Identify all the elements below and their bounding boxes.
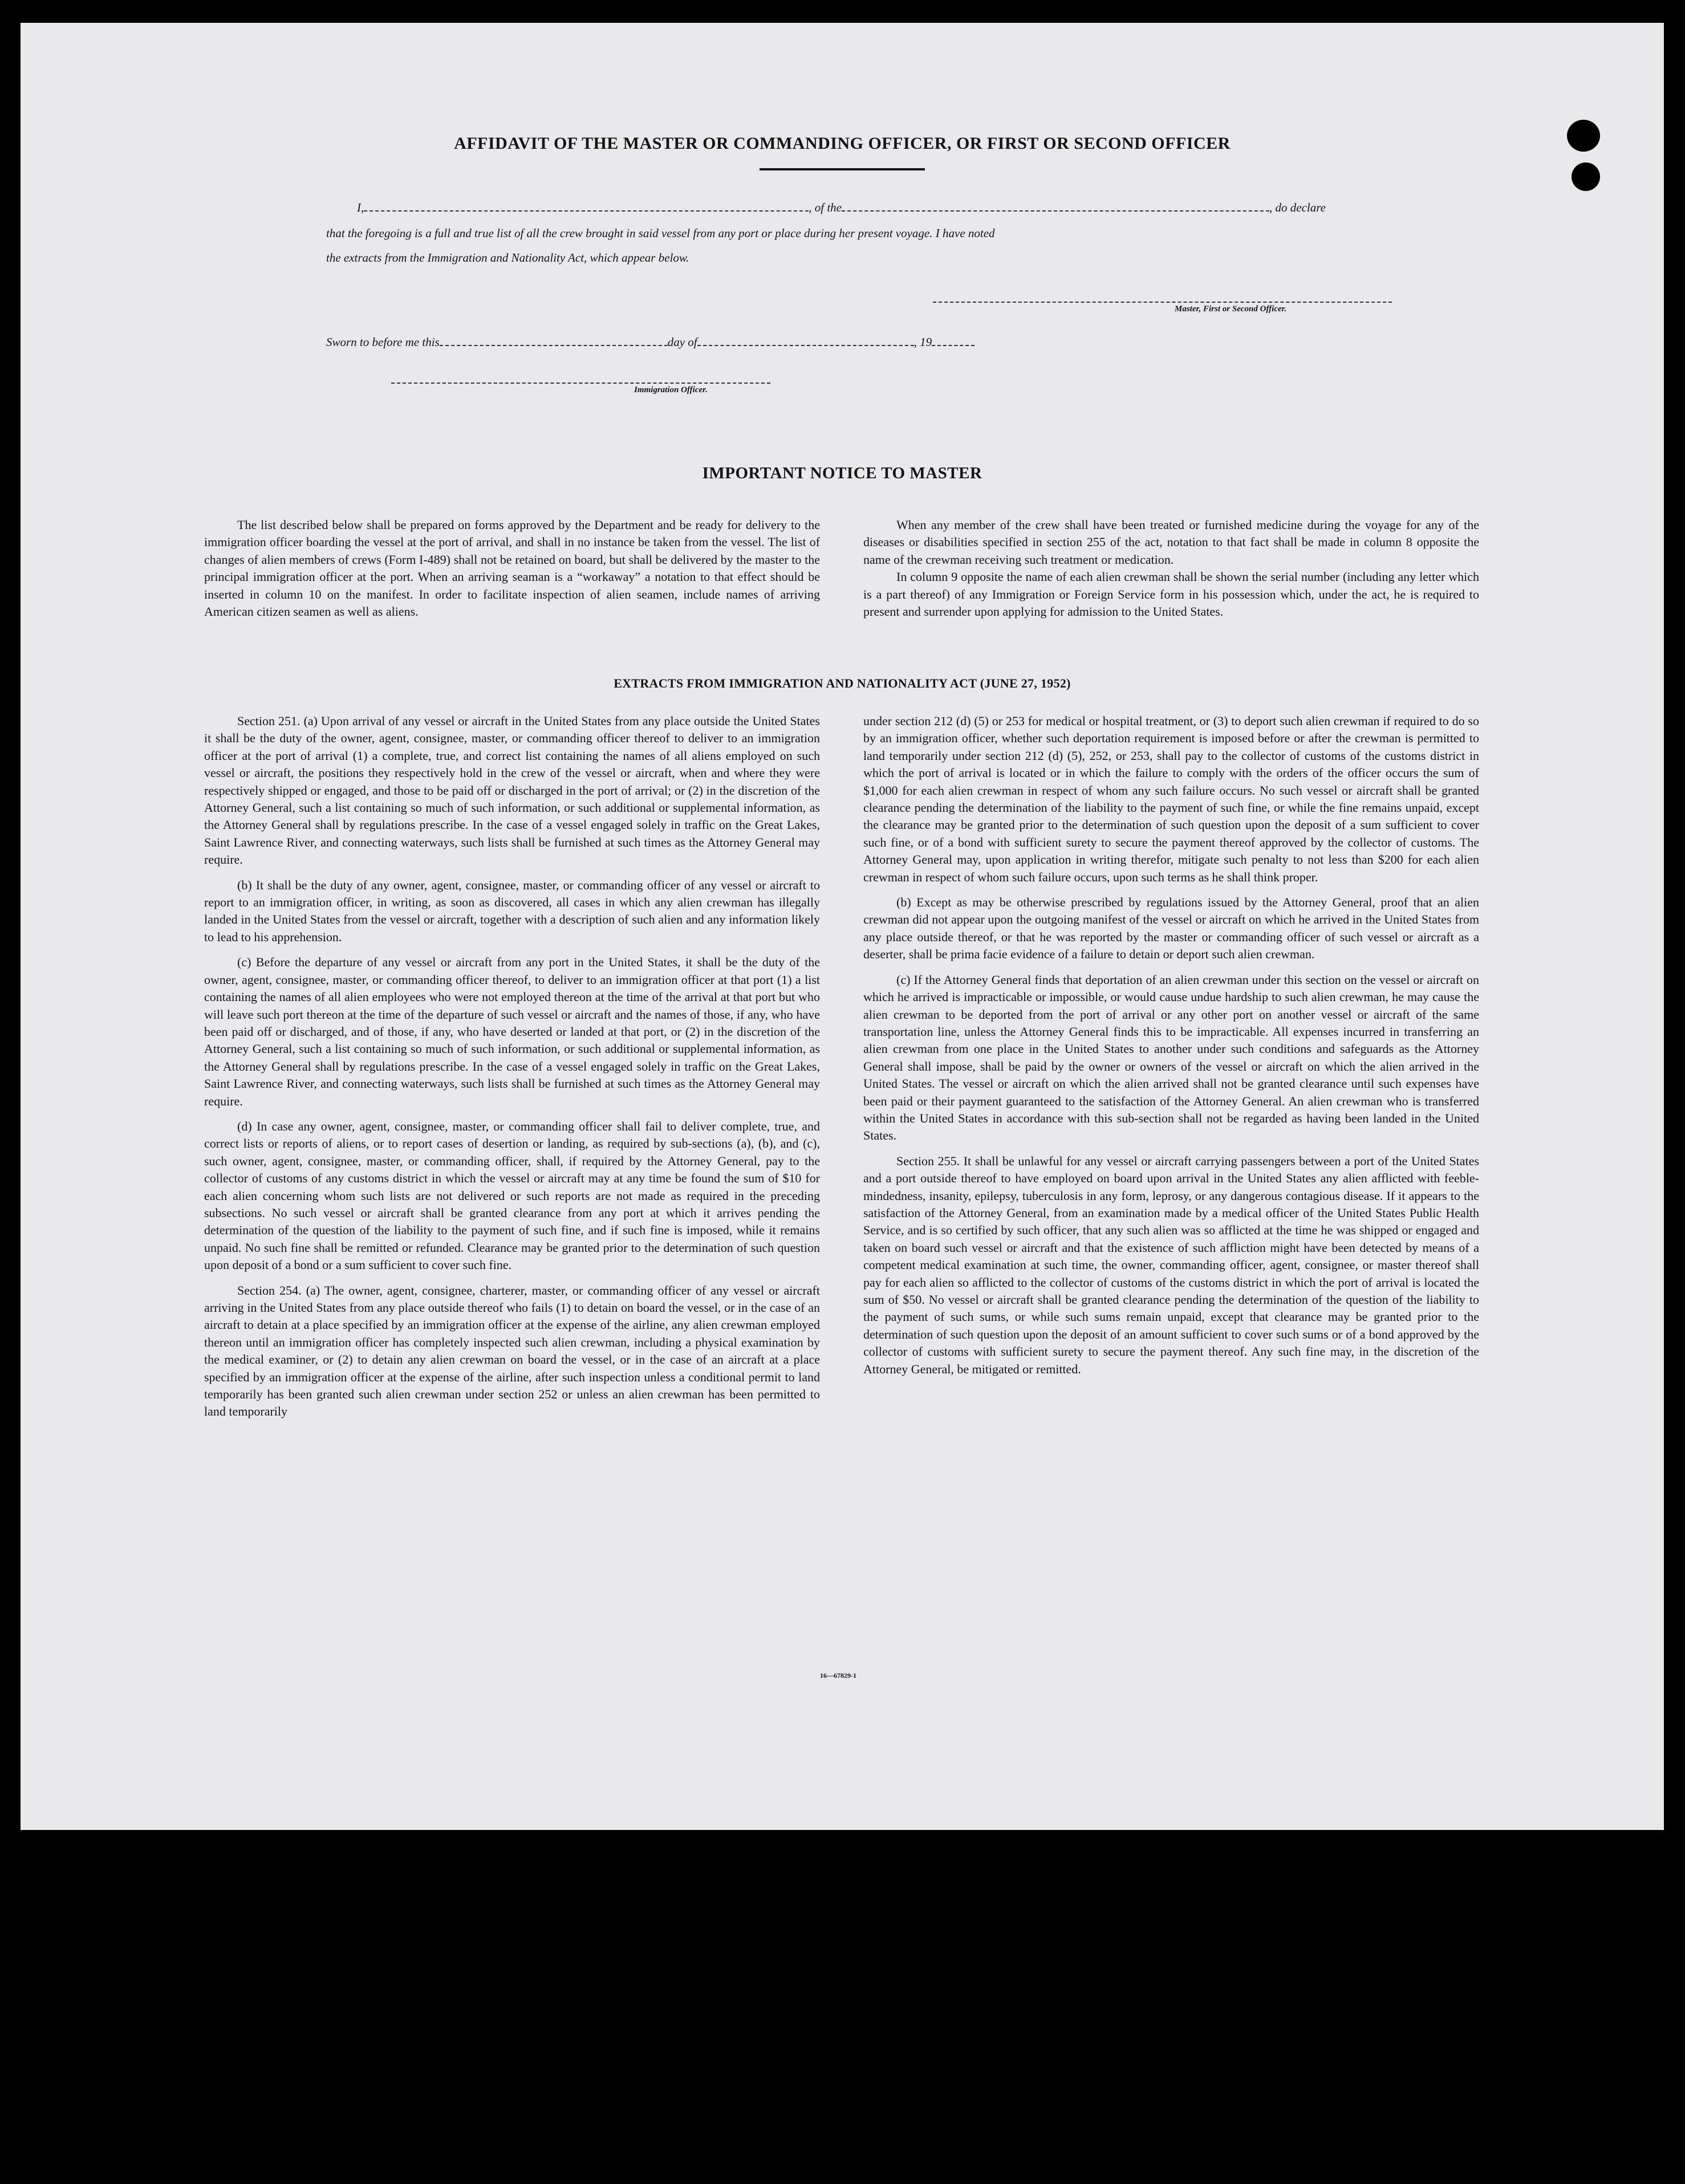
title-underline <box>760 168 925 170</box>
master-signature-line[interactable] <box>933 301 1392 303</box>
section-251-d: (d) In case any owner, agent, consignee, master, or commanding officer shall fail to deliver complete, true, and correct lists or reports of aliens, or to report cases of desertion or landing, as required by sub-sections (a), (b), and (c), such owner, agent, consignee, master, or commanding officer, shall, if required by the Attorney General, pay to the collector of customs of any customs district in which the vessel or aircraft may at any time be found the sum of $10 for each alien concerning whom such lists are not delivered or such reports are not made as required in the preceding subsections. No such vessel or aircraft shall be granted clearance from any port at which it arrives pending the determination of the question of the liability to the payment of such fine, and if such fine is imposed, while it remains unpaid. No such fine shall be remitted or refunded. Clearance may be granted prior to the determination of such question upon deposit of a bond or a sum sufficient to cover such fine. <box>204 1119 820 1272</box>
extracts-right-column <box>863 713 1479 1378</box>
day-of-label: day of <box>667 335 697 349</box>
section-251-b: (b) It shall be the duty of any owner, agent, consignee, master, or commanding officer of any vessel or aircraft to report to an immigration officer, in writing, as soon as discovered, all cases in which any alien crewman has illegally landed in the United States from the vessel or aircraft, together with a description of such alien and any information likely to lead to his apprehension. <box>204 877 820 944</box>
notice-title: IMPORTANT NOTICE TO MASTER <box>702 464 982 482</box>
month-blank[interactable] <box>697 344 914 346</box>
section-254-a: Section 254. (a) The owner, agent, consignee, charterer, master, or commanding officer of any vessel or aircraft arriving in the United States from any place outside thereof who fails (1) to detain on board the vessel, or in the case of an aircraft to detain at a place specified by an immigration officer at the expense of the airline, any alien crewman employed thereon until an immigration officer has completely inspected such alien crewman, including a physical examination by the medical examiner, or (2) to detain any alien crewman on board the vessel, or in the case of an aircraft at a place specified by an immigration officer at the expense of the airline, after such inspection unless a conditional permit to land temporarily has been granted such alien crewman under section 252 or unless an alien crewman has been permitted to land temporarily <box>204 1283 820 1419</box>
section-251-c: (c) Before the departure of any vessel or aircraft from any port in the United States, it shall be the duty of the owner, agent, consignee, master, or commanding officer thereof, to deliver to an immigration officer at that port (1) a list containing the names of all alien employees who were not employed thereon at the time of the arrival at that port but who will leave such port thereon at the time of the departure of such vessel or aircraft and the names of those, if any, who have been paid off or discharged, and of those, if any, who have deserted or landed at that port, or (2) in the discretion of the Attorney General, such a list containing so much of such information, or such additional or supplemental information, as the Attorney General shall by regulations prescribe. In the case of a vessel engaged solely in traffic on the Great Lakes, Saint Lawrence River, and connecting waterways, such lists shall be furnished at such times as the Attorney General may require. <box>204 955 820 1108</box>
section-255: Section 255. It shall be unlawful for any vessel or aircraft carrying passengers between a port of the United States and a port outside thereof to have employed on board upon arrival in the United States any alien afflicted with feeble-mindedness, insanity, epilepsy, tuberculosis in any form, leprosy, or any dangerous contagious disease. If it appears to the satisfaction of the Attorney General, from an examination made by a medical officer of the United States Public Health Service, and is so certified by such officer, that any such alien was so afflicted at the time he was shipped or engaged and taken on board such vessel or aircraft and that the existence of such affliction might have been detected by means of a competent medical examination at such time, the owner, commanding officer, agent, consignee, or master thereof shall pay for each alien so afflicted to the collector of customs of the customs district in which the port of arrival is located the sum of $50. No vessel or aircraft shall be granted clearance pending the determination of the question of the liability to the payment of such sums, or while such sums remain unpaid, except that clearance may be granted prior to the determination of such question upon the deposit of an amount sufficient to cover such sums or of a bond approved by the collector of customs with sufficient surety to secure the payment thereof. Any such fine may, in the discretion of the Attorney General, be mitigated or remitted. <box>863 1153 1479 1376</box>
section-254-a-continued: under section 212 (d) (5) or 253 for medical or hospital treatment, or (3) to deport such alien crewman if required to do so by an immigration officer, whether such deportation requirement is imposed before or after the crewman is permitted to land temporarily under section 212 (d) (5), 252, or 253, shall pay to the collector of customs of the customs district in which the port of arrival is located or in which the failure to comply with the orders of the officer occurs the sum of $1,000 for each alien crewman in respect of whom any such failure occurs. No such vessel or aircraft shall be granted clearance pending the determination of the liability to the payment of such fine, or while the fine remains unpaid, except the clearance may be granted prior to the determination of such question upon the deposit of a sum sufficient to cover such fine, or of a bond with sufficient surety to secure the payment thereof approved by the collector of customs. The Attorney General may, upon application in writing therefor, mitigate such penalty to not less than $200 for each alien crewman in respect of whom such failure occurs, upon such terms as he shall think proper. <box>863 714 1479 884</box>
of-the-label: , of the <box>809 201 842 214</box>
notice-right-column <box>863 516 1479 620</box>
extracts-title: EXTRACTS FROM IMMIGRATION AND NATIONALITY ACT (JUNE 27, 1952) <box>614 676 1071 690</box>
form-code: 16—67829-1 <box>820 1671 856 1679</box>
officer-caption: Immigration Officer. <box>634 385 708 394</box>
sworn-label: Sworn to before me this <box>326 335 440 349</box>
year-label: , 19 <box>913 335 932 349</box>
year-blank[interactable] <box>932 344 975 346</box>
section-254-c: (c) If the Attorney General finds that deportation of an alien crewman under this section on the vessel or aircraft on which he arrived is impracticable or impossible, or would cause undue hardship to such alien crewman, he may cause the alien crewman to be deported from the port of arrival or any other port on another vessel or aircraft of the same transportation line, unless the Attorney General finds this to be impracticable. All expenses incurred in transferring an alien crewman from one place in the United States to another under such conditions and safeguards as the Attorney General shall impose, shall be paid by the owner or owners of the vessel or aircraft on which the alien arrived in the United States. The vessel or aircraft on which the alien arrived shall not be granted clearance until such expenses have been paid or their payment guaranteed to the satisfaction of the Attorney General. An alien crewman who is transferred within the United States in accordance with this sub-section shall not be regarded as having been landed in the United States. <box>863 972 1479 1143</box>
i-label: I, <box>357 201 364 214</box>
affidavit-title: AFFIDAVIT OF THE MASTER OR COMMANDING OFFICER, OR FIRST OR SECOND OFFICER <box>454 134 1231 153</box>
vessel-blank[interactable] <box>842 210 1269 212</box>
punch-hole-bottom <box>1572 162 1600 191</box>
declaration-line-2: that the foregoing is a full and true list of all the crew brought in said vessel from any port or place during her present voyage. I have noted <box>326 226 995 240</box>
notice-right-paragraph-2: In column 9 opposite the name of each alien crewman shall be shown the serial number (including any letter which is a part thereof) of any Immigration or Foreign Service form in his possession which, under the act, he is required to present and surrender upon applying for admission to the United States. <box>863 570 1479 619</box>
declaration-line-1 <box>357 201 1400 215</box>
section-251-a: Section 251. (a) Upon arrival of any vessel or aircraft in the United States from any place outside the United States it shall be the duty of the owner, agent, consignee, master, or commanding officer thereof to deliver to an immigration officer at the port of arrival (1) a complete, true, and correct list containing the names of all aliens employed on such vessel or aircraft, the positions they respectively hold in the crew of the vessel or aircraft, when and where they were respectively shipped or engaged, and those to be paid off or discharged in the port of arrival; or (2) in the discretion of the Attorney General, such a list containing so much of such information, or such additional or supplemental information, as the Attorney General shall by regulations prescribe. In the case of a vessel engaged solely in traffic on the Great Lakes, Saint Lawrence River, and connecting waterways, such lists shall be furnished at such times as the Attorney General may require. <box>204 714 820 867</box>
master-caption: Master, First or Second Officer. <box>1175 304 1287 314</box>
sworn-line <box>326 335 1124 349</box>
name-blank[interactable] <box>364 210 809 212</box>
form-page <box>21 23 1664 1830</box>
notice-left-column <box>204 516 820 620</box>
declare-label: , do declare <box>1269 201 1326 214</box>
officer-signature-line[interactable] <box>391 382 770 384</box>
notice-left-paragraph: The list described below shall be prepared on forms approved by the Department and be ready for delivery to the immigration officer boarding the vessel at the port of arrival, and shall in no instance be taken from the vessel. The list of changes of alien members of crews (Form I-489) shall not be retained on board, but shall be delivered by the master to the principal immigration officer at the port. When an arriving seaman is a “workaway” a notation to that effect should be inserted in column 10 on the manifest. In order to facilitate inspection of alien seamen, include names of arriving American citizen seamen as well as aliens. <box>204 518 820 619</box>
extracts-left-column <box>204 713 820 1421</box>
sworn-day-blank[interactable] <box>440 344 668 346</box>
notice-right-paragraph-1: When any member of the crew shall have been treated or furnished medicine during the voyage for any of the diseases or disabilities specified in section 255 of the act, notation to that fact shall be made in column 8 opposite the name of the crewman receiving such treatment or medication. <box>863 518 1479 567</box>
section-254-b: (b) Except as may be otherwise prescribed by regulations issued by the Attorney General, proof that an alien crewman did not appear upon the outgoing manifest of the vessel or aircraft on which he arrived in the United States from any place outside thereof, or that he was reported by the master or commanding officer of such vessel or aircraft as a deserter, shall be prima facie evidence of a failure to detain or deport such alien crewman. <box>863 895 1479 962</box>
declaration-line-3: the extracts from the Immigration and Nationality Act, which appear below. <box>326 251 689 265</box>
